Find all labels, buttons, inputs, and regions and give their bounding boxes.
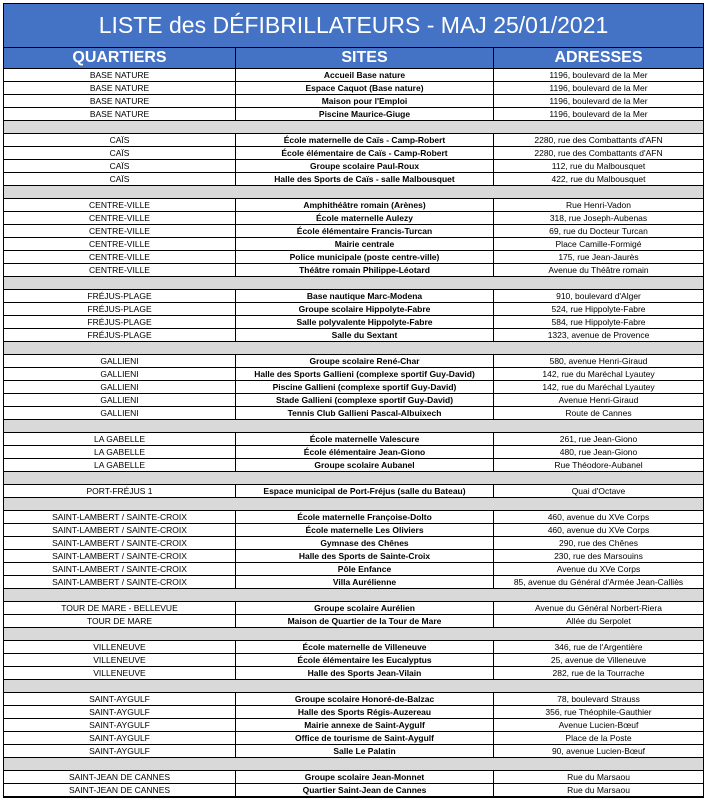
table-row — [4, 251, 703, 264]
cell-site[interactable]: Office de tourisme de Saint-Aygulf — [236, 732, 494, 744]
cell-site[interactable]: Pôle Enfance — [236, 563, 494, 575]
table-row — [4, 355, 703, 368]
table-row — [4, 394, 703, 407]
cell-quartier[interactable]: CAÏS — [4, 160, 236, 172]
cell-site[interactable]: Maison de Quartier de la Tour de Mare — [236, 615, 494, 627]
table-row — [4, 732, 703, 745]
cell-adresse[interactable]: Avenue du Théâtre romain — [548, 265, 649, 275]
table-row — [4, 147, 703, 160]
cell-adresse[interactable]: Rue Théodore-Aubanel — [554, 460, 643, 470]
cell-site[interactable]: Gymnase des Chênes — [236, 537, 494, 549]
cell-site[interactable]: Maison pour l'Emploi — [236, 95, 494, 107]
cell-quartier[interactable]: CENTRE-VILLE — [4, 225, 236, 237]
cell-site[interactable]: Espace Caquot (Base nature) — [236, 82, 494, 94]
group-separator — [4, 186, 703, 199]
cell-site[interactable]: Piscine Gallieni (complexe sportif Guy-David) — [236, 381, 494, 393]
cell-adresse[interactable]: Quai d'Octave — [571, 486, 626, 496]
table-row — [4, 563, 703, 576]
cell-site[interactable]: Salle polyvalente Hippolyte-Fabre — [236, 316, 494, 328]
cell-quartier[interactable]: FRÉJUS-PLAGE — [4, 303, 236, 315]
cell-adresse[interactable]: 422, rue du Malbousquet — [551, 174, 646, 184]
cell-quartier[interactable]: SAINT-LAMBERT / SAINTE-CROIX — [4, 550, 236, 562]
cell-quartier[interactable]: SAINT-LAMBERT / SAINTE-CROIX — [4, 511, 236, 523]
cell-site[interactable]: École maternelle de Caïs - Camp-Robert — [236, 134, 494, 146]
cell-adresse[interactable]: 282, rue de la Tourrache — [552, 668, 645, 678]
cell-adresse[interactable]: 25, avenue de Villeneuve — [550, 655, 647, 665]
table-row — [4, 511, 703, 524]
cell-quartier[interactable]: TOUR DE MARE — [4, 615, 236, 627]
table-row — [4, 238, 703, 251]
cell-adresse[interactable]: 142, rue du Maréchal Lyautey — [542, 382, 655, 392]
cell-quartier[interactable]: SAINT-AYGULF — [4, 732, 236, 744]
cell-adresse[interactable]: Avenue du XVe Corps — [556, 564, 641, 574]
cell-quartier[interactable]: CENTRE-VILLE — [4, 212, 236, 224]
cell-quartier[interactable]: GALLIENI — [4, 381, 236, 393]
cell-site[interactable]: Salle Le Palatin — [236, 745, 494, 757]
cell-adresse[interactable]: 1196, boulevard de la Mer — [549, 83, 648, 93]
cell-quartier[interactable]: GALLIENI — [4, 394, 236, 406]
cell-quartier[interactable]: SAINT-AYGULF — [4, 745, 236, 757]
cell-adresse[interactable]: 290, rue des Chênes — [559, 538, 638, 548]
cell-quartier[interactable]: CENTRE-VILLE — [4, 264, 236, 276]
cell-site[interactable]: Mairie centrale — [236, 238, 494, 250]
table-row — [4, 134, 703, 147]
cell-adresse[interactable]: Avenue Lucien-Bœuf — [558, 720, 639, 730]
cell-adresse[interactable]: 112, rue du Malbousquet — [551, 161, 646, 171]
cell-quartier[interactable]: BASE NATURE — [4, 95, 236, 107]
cell-site[interactable]: Halle des Sports de Caïs - salle Malbousquet — [236, 173, 494, 185]
table-row — [4, 459, 703, 472]
cell-adresse[interactable]: 460, avenue du XVe Corps — [547, 512, 650, 522]
cell-site[interactable]: École élémentaire de Caïs - Camp-Robert — [236, 147, 494, 159]
cell-site[interactable]: École élémentaire Francis-Turcan — [236, 225, 494, 237]
table-row — [4, 199, 703, 212]
cell-adresse[interactable]: 480, rue Jean-Giono — [559, 447, 638, 457]
group-separator — [4, 589, 703, 602]
cell-quartier[interactable]: SAINT-AYGULF — [4, 706, 236, 718]
cell-quartier[interactable]: FRÉJUS-PLAGE — [4, 316, 236, 328]
cell-adresse[interactable]: 1196, boulevard de la Mer — [549, 109, 648, 119]
cell-site[interactable]: Espace municipal de Port-Fréjus (salle du Bateau) — [236, 485, 494, 497]
cell-site[interactable]: Amphithéâtre romain (Arènes) — [236, 199, 494, 211]
cell-quartier[interactable]: CENTRE-VILLE — [4, 251, 236, 263]
cell-site[interactable]: École élémentaire Jean-Giono — [236, 446, 494, 458]
cell-quartier[interactable]: SAINT-LAMBERT / SAINTE-CROIX — [4, 563, 236, 575]
cell-site[interactable]: École maternelle Les Oliviers — [236, 524, 494, 536]
cell-quartier[interactable]: BASE NATURE — [4, 82, 236, 94]
header-adresses[interactable]: ADRESSES — [554, 49, 643, 66]
cell-adresse[interactable]: 580, avenue Henri-Giraud — [549, 356, 648, 366]
cell-adresse[interactable]: 175, rue Jean-Jaurès — [558, 252, 639, 262]
cell-adresse[interactable]: 346, rue de l'Argentière — [554, 642, 643, 652]
cell-site[interactable]: École maternelle Françoise-Dolto — [236, 511, 494, 523]
table-row — [4, 602, 703, 615]
header-sites[interactable]: SITES — [236, 48, 494, 68]
table-row — [4, 524, 703, 537]
cell-site[interactable]: Base nautique Marc-Modena — [236, 290, 494, 302]
cell-quartier[interactable]: TOUR DE MARE - BELLEVUE — [4, 602, 236, 614]
cell-quartier[interactable]: CENTRE-VILLE — [4, 199, 236, 211]
cell-site[interactable]: École maternelle de Villeneuve — [236, 641, 494, 653]
cell-site[interactable]: Groupe scolaire Aurélien — [236, 602, 494, 614]
table-row — [4, 173, 703, 186]
table-row — [4, 446, 703, 459]
group-separator — [4, 472, 703, 485]
table-row — [4, 667, 703, 680]
cell-adresse[interactable]: 1323, avenue de Provence — [547, 330, 650, 340]
table-row — [4, 485, 703, 498]
cell-site[interactable]: École maternelle Valescure — [236, 433, 494, 445]
cell-site[interactable]: Théâtre romain Philippe-Léotard — [236, 264, 494, 276]
group-separator — [4, 342, 703, 355]
table-row — [4, 225, 703, 238]
table-row — [4, 329, 703, 342]
cell-site[interactable]: Halle des Sports de Sainte-Croix — [236, 550, 494, 562]
cell-adresse[interactable]: Place Camille-Formigé — [555, 239, 642, 249]
table-row — [4, 303, 703, 316]
cell-adresse[interactable]: Allée du Serpolet — [566, 616, 631, 626]
group-separator — [4, 628, 703, 641]
cell-adresse[interactable]: 356, rue Théophile-Gauthier — [545, 707, 652, 717]
cell-site[interactable]: Salle du Sextant — [236, 329, 494, 341]
cell-adresse[interactable]: Route de Cannes — [565, 408, 632, 418]
table-row — [4, 784, 703, 797]
group-separator — [4, 680, 703, 693]
cell-site[interactable]: Halle des Sports Régis-Auzereau — [236, 706, 494, 718]
cell-quartier[interactable]: SAINT-LAMBERT / SAINTE-CROIX — [4, 524, 236, 536]
table-row — [4, 550, 703, 563]
table-row — [4, 407, 703, 420]
cell-site[interactable]: Accueil Base nature — [236, 69, 494, 81]
cell-adresse[interactable]: 2280, rue des Combattants d'AFN — [534, 148, 663, 158]
table-row — [4, 381, 703, 394]
cell-site[interactable]: Groupe scolaire Jean-Monnet — [236, 771, 494, 783]
cell-quartier[interactable]: SAINT-LAMBERT / SAINTE-CROIX — [4, 576, 236, 588]
cell-site[interactable]: Groupe scolaire Aubanel — [236, 459, 494, 471]
table-row — [4, 433, 703, 446]
sheet-title: LISTE des DÉFIBRILLATEURS - MAJ 25/01/2021 — [4, 4, 703, 48]
cell-quartier[interactable]: SAINT-AYGULF — [4, 693, 236, 705]
cell-quartier[interactable]: SAINT-JEAN DE CANNES — [4, 784, 236, 796]
table-body — [4, 69, 703, 797]
group-separator — [4, 420, 703, 433]
table-row — [4, 160, 703, 173]
cell-quartier[interactable]: VILLENEUVE — [4, 641, 236, 653]
table-row — [4, 316, 703, 329]
cell-adresse[interactable]: 142, rue du Maréchal Lyautey — [542, 369, 655, 379]
cell-quartier[interactable]: PORT-FRÉJUS 1 — [4, 485, 236, 497]
cell-adresse[interactable]: 910, boulevard d'Alger — [556, 291, 641, 301]
cell-quartier[interactable]: CAÏS — [4, 134, 236, 146]
table-row — [4, 82, 703, 95]
cell-adresse[interactable]: 85, avenue du Général d'Armée Jean-Calliès — [513, 577, 684, 587]
cell-site[interactable]: École maternelle Aulezy — [236, 212, 494, 224]
cell-quartier[interactable]: LA GABELLE — [4, 459, 236, 471]
cell-site[interactable]: Groupe scolaire Paul-Roux — [236, 160, 494, 172]
cell-site[interactable]: Halle des Sports Gallieni (complexe sportif Guy-David) — [236, 368, 494, 380]
table-row — [4, 693, 703, 706]
group-separator — [4, 277, 703, 290]
cell-adresse[interactable]: 69, rue du Docteur Turcan — [549, 226, 648, 236]
cell-quartier[interactable]: CAÏS — [4, 173, 236, 185]
cell-quartier[interactable]: SAINT-JEAN DE CANNES — [4, 771, 236, 783]
table-row — [4, 264, 703, 277]
cell-quartier[interactable]: SAINT-LAMBERT / SAINTE-CROIX — [4, 537, 236, 549]
cell-quartier[interactable]: LA GABELLE — [4, 446, 236, 458]
cell-adresse[interactable]: 584, rue Hippolyte-Fabre — [551, 317, 646, 327]
cell-quartier[interactable]: FRÉJUS-PLAGE — [4, 329, 236, 341]
cell-site[interactable]: Groupe scolaire René-Char — [236, 355, 494, 367]
cell-adresse[interactable]: Rue du Marsaou — [567, 785, 630, 795]
table-row — [4, 212, 703, 225]
table-row — [4, 654, 703, 667]
cell-quartier[interactable]: FRÉJUS-PLAGE — [4, 290, 236, 302]
cell-quartier[interactable]: GALLIENI — [4, 368, 236, 380]
cell-site[interactable]: École élémentaire les Eucalyptus — [236, 654, 494, 666]
cell-adresse[interactable]: 261, rue Jean-Giono — [559, 434, 638, 444]
cell-quartier[interactable]: SAINT-AYGULF — [4, 719, 236, 731]
cell-site[interactable]: Groupe scolaire Honoré-de-Balzac — [236, 693, 494, 705]
table-row — [4, 95, 703, 108]
table-row — [4, 745, 703, 758]
cell-quartier[interactable]: GALLIENI — [4, 407, 236, 419]
cell-site[interactable]: Groupe scolaire Hippolyte-Fabre — [236, 303, 494, 315]
cell-site[interactable]: Police municipale (poste centre-ville) — [236, 251, 494, 263]
cell-adresse[interactable]: Avenue Henri-Giraud — [558, 395, 639, 405]
table-row — [4, 69, 703, 82]
group-separator — [4, 758, 703, 771]
cell-site[interactable]: Mairie annexe de Saint-Aygulf — [236, 719, 494, 731]
cell-adresse[interactable]: 2280, rue des Combattants d'AFN — [534, 135, 663, 145]
table-row — [4, 368, 703, 381]
group-separator — [4, 498, 703, 511]
cell-adresse[interactable]: 1196, boulevard de la Mer — [549, 70, 648, 80]
cell-site[interactable]: Halle des Sports Jean-Vilain — [236, 667, 494, 679]
cell-adresse[interactable]: 524, rue Hippolyte-Fabre — [551, 304, 646, 314]
cell-quartier[interactable]: VILLENEUVE — [4, 667, 236, 679]
cell-site[interactable]: Stade Gallieni (complexe sportif Guy-David) — [236, 394, 494, 406]
table-row — [4, 719, 703, 732]
cell-site[interactable]: Tennis Club Gallieni Pascal-Albuixech — [236, 407, 494, 419]
defibrillator-sheet — [3, 3, 704, 798]
cell-adresse[interactable]: Avenue du Général Norbert-Riera — [535, 603, 662, 613]
cell-site[interactable]: Quartier Saint-Jean de Cannes — [236, 784, 494, 796]
cell-adresse[interactable]: 78, boulevard Strauss — [557, 694, 640, 704]
cell-quartier[interactable]: GALLIENI — [4, 355, 236, 367]
table-row — [4, 771, 703, 784]
cell-quartier[interactable]: CAÏS — [4, 147, 236, 159]
cell-site[interactable]: Villa Aurélienne — [236, 576, 494, 588]
group-separator — [4, 121, 703, 134]
cell-quartier[interactable]: VILLENEUVE — [4, 654, 236, 666]
table-row — [4, 615, 703, 628]
table-row — [4, 641, 703, 654]
cell-adresse[interactable]: Rue du Marsaou — [567, 772, 630, 782]
cell-adresse[interactable]: 1196, boulevard de la Mer — [549, 96, 648, 106]
table-row — [4, 537, 703, 550]
cell-adresse[interactable]: Place de la Poste — [565, 733, 632, 743]
cell-adresse[interactable]: 90, avenue Lucien-Bœuf — [551, 746, 646, 756]
cell-quartier[interactable]: BASE NATURE — [4, 108, 236, 120]
cell-quartier[interactable]: LA GABELLE — [4, 433, 236, 445]
cell-adresse[interactable]: 230, rue des Marsouins — [554, 551, 643, 561]
header-quartiers[interactable]: QUARTIERS — [4, 48, 236, 68]
table-row — [4, 576, 703, 589]
table-row — [4, 706, 703, 719]
cell-adresse[interactable]: 318, rue Joseph-Aubenas — [549, 213, 648, 223]
table-row — [4, 290, 703, 303]
cell-quartier[interactable]: BASE NATURE — [4, 69, 236, 81]
cell-adresse[interactable]: 460, avenue du XVe Corps — [547, 525, 650, 535]
cell-site[interactable]: Piscine Maurice-Giuge — [236, 108, 494, 120]
column-header-row — [4, 48, 703, 69]
cell-quartier[interactable]: CENTRE-VILLE — [4, 238, 236, 250]
cell-adresse[interactable]: Rue Henri-Vadon — [565, 200, 632, 210]
table-row — [4, 108, 703, 121]
